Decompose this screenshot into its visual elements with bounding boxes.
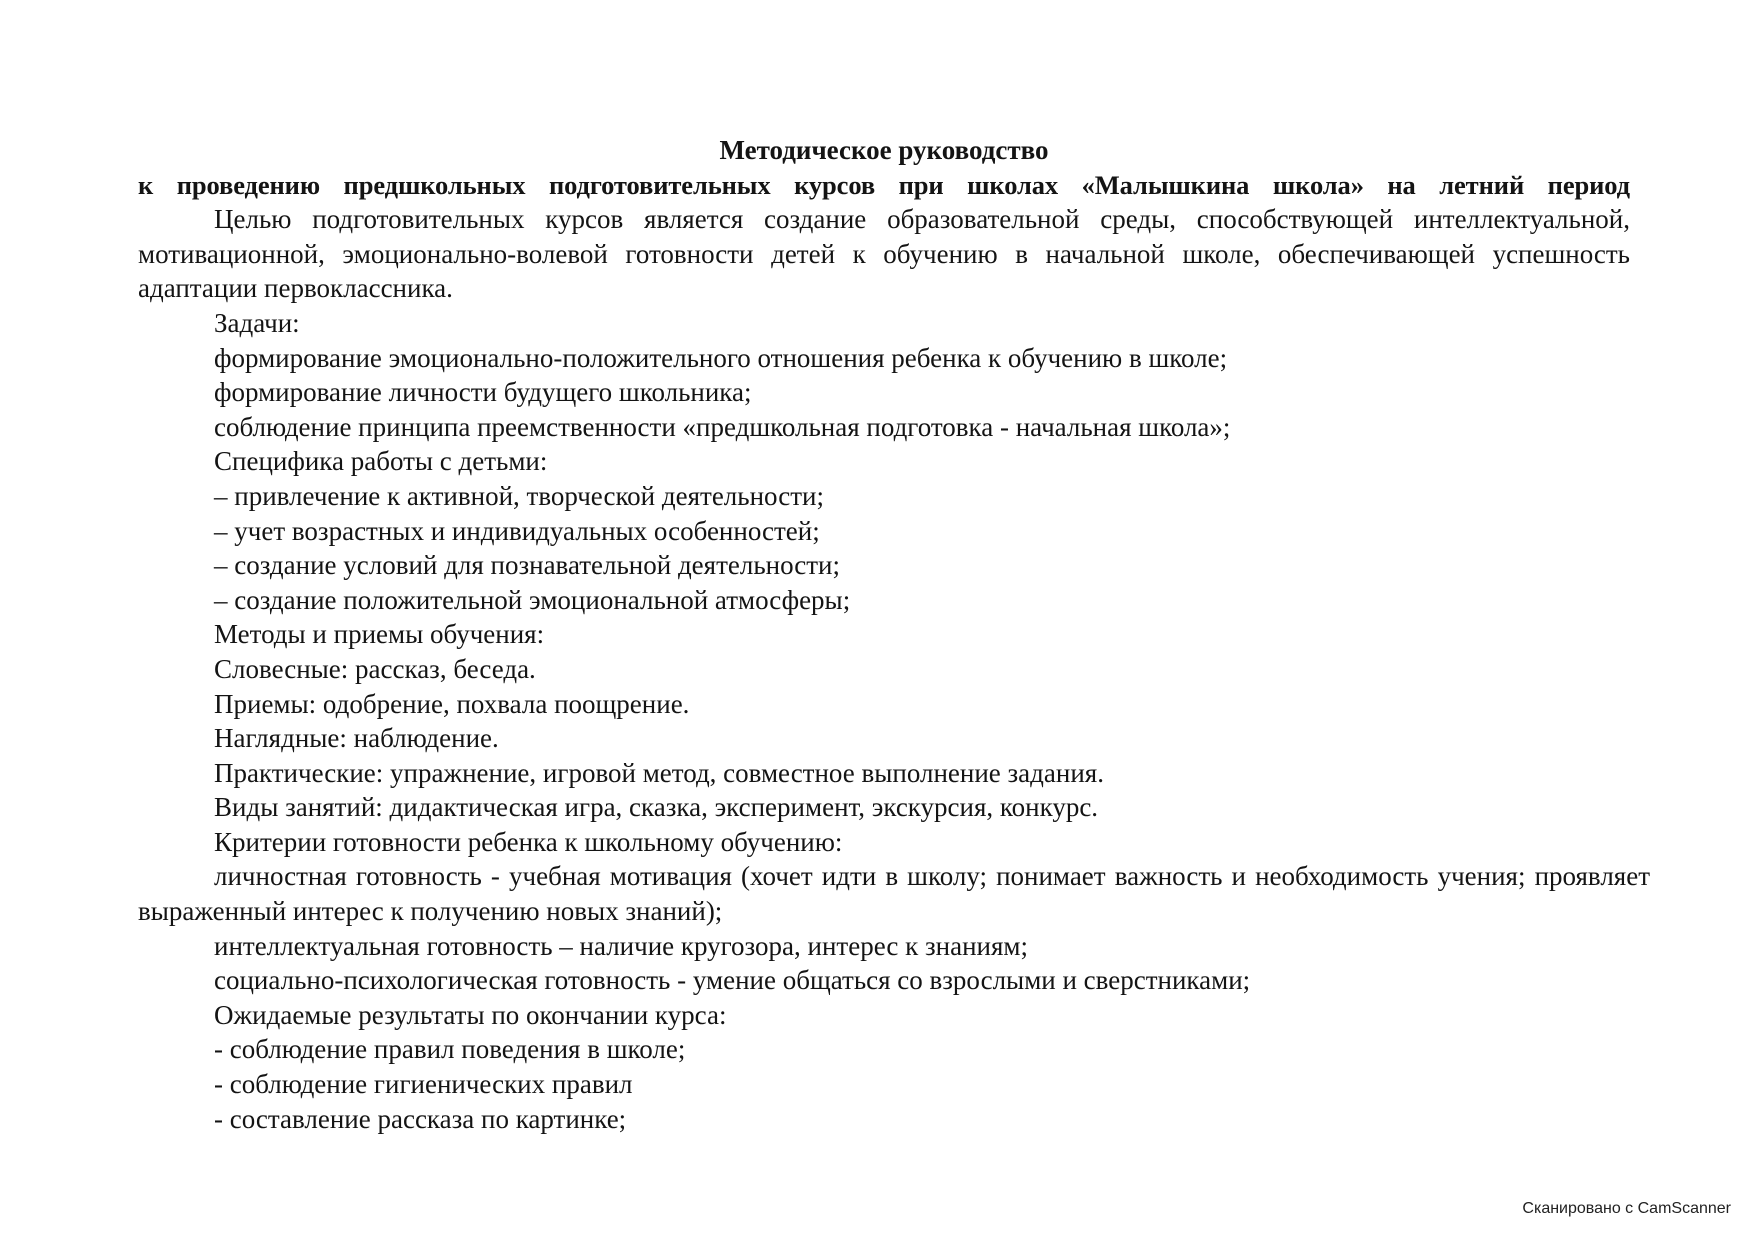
text-line: соблюдение принципа преемственности «предшкольная подготовка - начальная школа»; [214, 411, 1231, 442]
text-line: Словесные: рассказ, беседа. [214, 653, 536, 684]
text-line: – учет возрастных и индивидуальных особенностей; [214, 515, 820, 546]
text-line: Виды занятий: дидактическая игра, сказка, эксперимент, экскурсия, конкурс. [214, 792, 1099, 823]
text-line: интеллектуальная готовность – наличие кругозора, интерес к знаниям; [214, 930, 1028, 961]
text-line: – привлечение к активной, творческой деятельности; [214, 480, 824, 511]
text-line: Наглядные: наблюдение. [214, 723, 499, 754]
text-line: формирование личности будущего школьника; [214, 377, 752, 408]
text-line-criteria-heading: Критерии готовности ребенка к школьному обучению: [214, 826, 843, 857]
text-line: Приемы: одобрение, похвала поощрение. [214, 688, 690, 719]
document-body [138, 133, 1650, 1136]
scanner-watermark: Сканировано с CamScanner [1522, 1200, 1731, 1217]
text-line: - соблюдение гигиенических правил [214, 1069, 633, 1100]
document-title: Методическое руководство [719, 135, 1049, 165]
text-line: формирование эмоционально-положительного отношения ребенка к обучению в школе; [214, 342, 1228, 373]
text-line-methods-heading: Методы и приемы обучения: [214, 619, 545, 650]
text-line: – создание положительной эмоциональной атмосферы; [214, 584, 851, 615]
text-line: социально-психологическая готовность - умение общаться со взрослыми и сверстниками; [214, 965, 1251, 996]
text-line: - соблюдение правил поведения в школе; [214, 1034, 686, 1065]
text-line-tasks-heading: Задачи: [214, 307, 300, 338]
text-line-results-heading: Ожидаемые результаты по окончании курса: [214, 999, 727, 1030]
text-line: Практические: упражнение, игровой метод, совместное выполнение задания. [214, 757, 1104, 788]
text-line: – создание условий для познавательной деятельности; [214, 550, 841, 581]
document-subtitle: к проведению предшкольных подготовительных курсов при школах «Малышкина школа» на летний период [138, 169, 1630, 200]
personal-readiness-paragraph: личностная готовность - учебная мотивация (хочет идти в школу; понимает важность и необходимость учения; проявляет выраженный интерес к получению новых знаний); [138, 861, 1650, 927]
text-line-specifics-heading: Специфика работы с детьми: [214, 446, 548, 477]
intro-paragraph: Целью подготовительных курсов является создание образовательной среды, способствующей интеллектуальной, мотивационной, эмоционально-волевой готовности детей к обучению в начальной школе, обеспечивающей успешность адаптации первоклассника. [138, 204, 1630, 304]
text-line: - составление рассказа по картинке; [214, 1103, 627, 1134]
